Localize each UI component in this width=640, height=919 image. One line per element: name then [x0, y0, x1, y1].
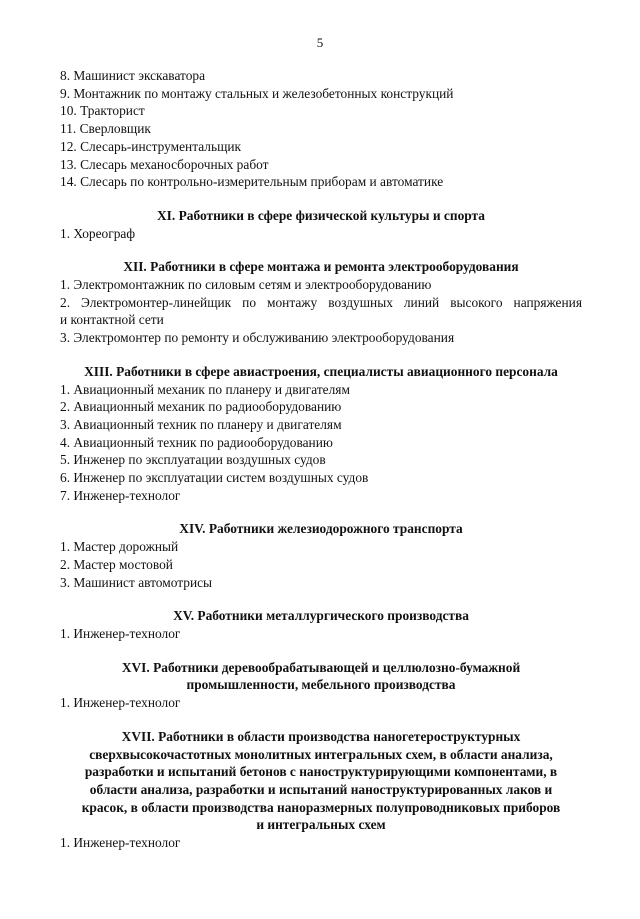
section-x-list [60, 67, 582, 191]
section-heading-line: XVII. Работники в области производства наногетероструктурных [121, 728, 521, 744]
list-item: 11. Сверловщик [60, 121, 151, 137]
list-item: 14. Слесарь по контрольно-измерительным приборам и автоматике [60, 174, 444, 190]
section-heading-line: красок, в области производства наноразмерных полупроводниковых приборов [81, 799, 561, 815]
section-xii [60, 258, 582, 347]
list-item: 1. Инженер-технолог [60, 695, 181, 711]
list-item: 1. Электромонтажник по силовым сетям и электрооборудованию [60, 277, 432, 293]
list-item: 8. Машинист экскаватора [60, 68, 206, 83]
list-item: 3. Машинист автомотрисы [60, 574, 213, 590]
page-number: 5 [316, 35, 324, 50]
section-xv [60, 607, 582, 642]
list-item-continuation: и контактной сети [60, 312, 164, 328]
section-xiv [60, 520, 582, 591]
list-item: 1. Хореограф [60, 225, 136, 241]
list-item: 1. Авиационный механик по планеру и двигателям [60, 381, 350, 397]
section-heading-line: области анализа, разработки и испытаний наноструктурированных лаков и [89, 781, 553, 797]
list-item: 7. Инженер-технолог [60, 487, 181, 503]
section-heading-line: сверхвысокочастотных монолитных интегральных схем, в области анализа, [89, 746, 553, 762]
section-heading-line: разработки и испытаний бетонов с наноструктурирующими компонентами, в [84, 764, 558, 780]
page-content [60, 67, 582, 852]
section-heading: XI. Работники в сфере физической культуры и спорта [157, 207, 485, 223]
section-heading-line: и интегральных схем [256, 817, 386, 833]
list-item: 10. Тракторист [60, 103, 145, 119]
list-item: 3. Электромонтер по ремонту и обслуживанию электрооборудования [60, 330, 455, 346]
section-heading-line: XVI. Работники деревообрабатывающей и целлюлозно-бумажной [121, 659, 521, 675]
list-item: 12. Слесарь-инструментальщик [60, 138, 242, 154]
list-item: 2. Мастер мостовой [60, 556, 173, 572]
section-heading-line: промышленности, мебельного производства [186, 677, 456, 693]
list-item: 1. Инженер-технолог [60, 835, 181, 851]
list-item: 4. Авиационный техник по радиооборудованию [60, 434, 333, 450]
list-item: 2. Электромонтер-линейщик по монтажу воздушных линий высокого напряжения [60, 294, 582, 310]
section-xi [60, 207, 582, 242]
list-item: 5. Инженер по эксплуатации воздушных судов [60, 452, 326, 468]
list-item: 13. Слесарь механосборочных работ [60, 156, 269, 172]
list-item: 1. Мастер дорожный [60, 539, 179, 555]
list-item: 6. Инженер по эксплуатации систем воздушных судов [60, 470, 369, 486]
section-xvii [60, 728, 582, 852]
list-item: 3. Авиационный техник по планеру и двигателям [60, 416, 342, 432]
section-heading: XIV. Работники железиодорожного транспорта [179, 521, 463, 537]
list-item: 9. Монтажник по монтажу стальных и железобетонных конструкций [60, 85, 454, 101]
list-item: 2. Авиационный механик по радиооборудованию [60, 399, 342, 415]
section-heading: XII. Работники в сфере монтажа и ремонта электрооборудования [123, 259, 519, 275]
section-xiii [60, 363, 582, 505]
section-heading: XV. Работники металлургического производства [173, 608, 469, 624]
section-xvi [60, 659, 582, 712]
list-item: 1. Инженер-технолог [60, 625, 181, 641]
section-heading: XIII. Работники в сфере авиастроения, специалисты авиационного персонала [84, 363, 558, 379]
